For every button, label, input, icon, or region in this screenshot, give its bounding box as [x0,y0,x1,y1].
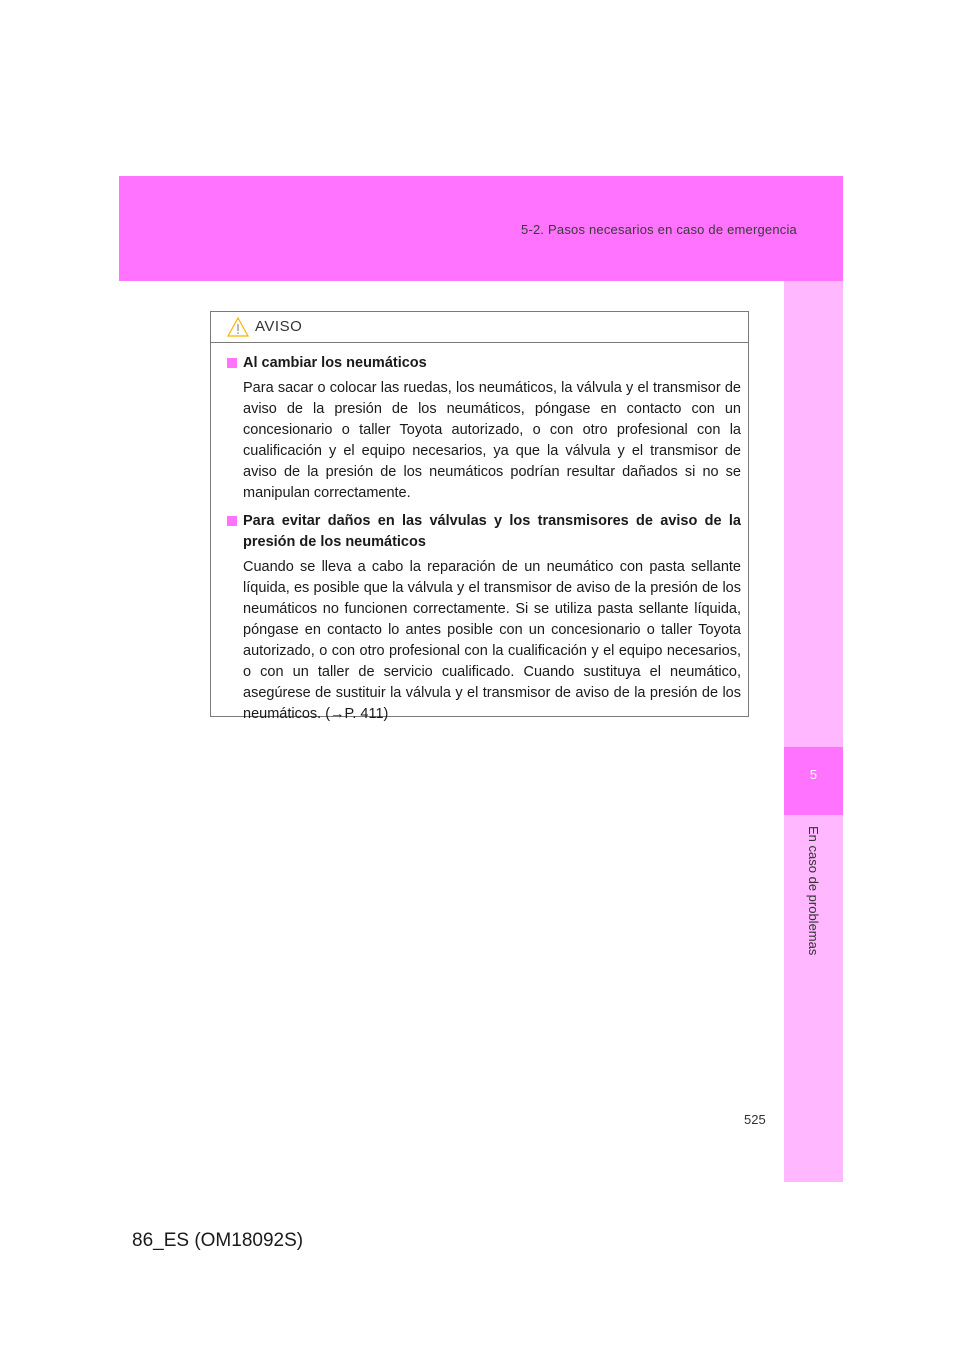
item-heading-text: Al cambiar los neumáticos [243,355,427,371]
warning-header [211,312,748,343]
item-heading [227,353,741,374]
chapter-label-text: En caso de problemas [806,826,821,956]
section-title: 5-2. Pasos necesarios en caso de emergencia [521,222,797,237]
warning-triangle-icon [227,317,249,337]
chapter-label [784,826,843,976]
item-heading-text: Para evitar daños en las válvulas y los transmisores de aviso de la presión de los neumáticos [243,513,741,550]
chapter-tab[interactable] [784,747,843,815]
header-band [119,176,843,281]
warning-body [211,343,748,725]
item-text: Cuando se lleva a cabo la reparación de un neumático con pasta sellante líquida, es posible que la válvula y el transmisor de aviso de la presión de los neumáticos no funcionen correctamente. Si se utiliza pasta sellante líquida, póngase en contacto lo antes posible con un concesionario o taller Toyota autorizado, o con otro profesional con la cualificación y el equipo necesarios, o con un taller de servicio cualificado. Cuando sustituya el neumático, asegúrese de sustituir la válvula y el transmisor de aviso de la presión de los neumáticos. (→P. 411) [243,559,741,722]
page-number: 525 [744,1112,766,1127]
side-strip [784,281,843,1182]
warning-title: AVISO [255,318,303,335]
item-text: Para sacar o colocar las ruedas, los neumáticos, la válvula y el transmisor de aviso de la presión de los neumáticos, póngase en contacto con un concesionario o taller Toyota autorizado, o con otro profesional con la cualificación y el equipo necesarios, ya que la válvula y el transmisor de aviso de la presión de los neumáticos podrían resultar dañados si no se manipulan correctamente. [243,380,741,501]
item-heading [227,511,741,553]
chapter-number: 5 [809,767,818,782]
document-code: 86_ES (OM18092S) [132,1230,304,1251]
bullet-square-icon [227,516,237,526]
warning-box [210,311,749,722]
bullet-square-icon [227,358,237,368]
